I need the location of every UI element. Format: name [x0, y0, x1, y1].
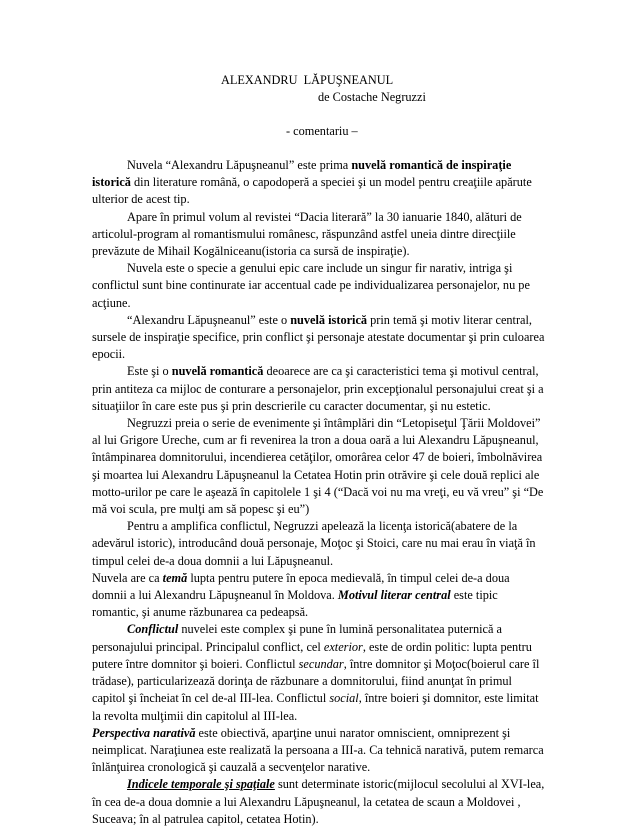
paragraph-romantic-novella: [92, 363, 547, 415]
text-run: este tipic romantic, şi anume răzbunarea ca pedeapsă.: [92, 588, 498, 620]
document-author: de Costache Negruzzi: [318, 90, 426, 104]
document-title: ALEXANDRU LĂPUŞNEANUL: [221, 73, 394, 87]
document-subtitle-commentary: - comentariu –: [286, 124, 358, 138]
text-run: Este şi o: [127, 364, 172, 379]
text-run: Nuvela “Alexandru Lăpuşneanul” este prima: [127, 158, 352, 172]
paragraph-theme: [92, 570, 547, 622]
paragraph-time-space: [92, 776, 547, 828]
paragraph-intro: [92, 157, 547, 209]
bold-italic-term: Perspectiva narativă: [92, 725, 196, 740]
paragraph-sources: [92, 415, 547, 518]
text-run: prin temă şi motiv literar central, sursele de inspiraţie specifice, prin conflict şi personaje atestate documentar şi prin culoarea epocii.: [92, 312, 545, 362]
text-run: “Alexandru Lăpuşneanul” este o: [127, 312, 291, 327]
text-run: din literature română, o capodoperă a speciei şi un model pentru creaţiile apărute ulterior de acest tip.: [92, 175, 532, 207]
text-run: , între boieri şi domnitor, este limitat la revolta mulţimii din capitolul al III-lea.: [92, 691, 539, 723]
bold-italic-term: temă: [162, 570, 188, 585]
text-run: , este de ordin politic: lupta pentru putere între domnitor şi boieri. Conflictul: [92, 639, 532, 671]
paragraph-narrative-perspective: [92, 725, 547, 777]
paragraph-historical-license: [92, 518, 547, 570]
text-run: este obiectivă, aparţine unui narator omniscient, omniprezent şi neimplicat. Naraţiunea este realizată la persoana a III-a. Ca tehnică narativă, putem remarca înlănţuirea cronologică şi cauzală a secvenţelor narative.: [92, 725, 544, 775]
paragraph-historical-novella: [92, 312, 547, 364]
bold-term: nuvelă romantică: [171, 364, 264, 379]
bold-term: nuvelă istorică: [290, 312, 368, 327]
text-run: Nuvela este o specie a genului epic care include un singur fir narativ, intriga şi conflictul sunt bine continurate iar accentual cade pe individualizarea personajelor, nu pe acţiune.: [92, 261, 530, 310]
italic-term: exterior: [323, 639, 363, 654]
text-run: nuvelei este complex şi pune în lumină personalitatea puternică a personajului principal. Principalul conflict, cel: [92, 622, 502, 654]
text-run: Negruzzi preia o serie de evenimente şi întâmplări din “Letopiseţul Ţării Moldovei” al lui Grigore Ureche, cum ar fi revenirea la tron a doua oară a lui Alexandru Lăpuşneanul, întâmpinarea domnitorului, incendierea cetăţilor, omorârea celor 47 de boieri, îmbolnăvirea şi moartea lui Alexandru Lăpuşneanul la Cetatea Hotin prin otrăvire şi cele două replici ale motto-urilor pe care le aşează în capitolele 1 şi 4 (“Dacă voi nu ma vreţi, eu vă vreu” şi “De mă voi scula, pre mulţi am să popesc şi eu”): [92, 416, 544, 517]
text-run: lupta pentru putere în epoca medievală, în timpul celei de-a doua domnii a lui Alexandru Lăpuşneanul în Moldova.: [92, 570, 510, 603]
bold-italic-term: Conflictul: [127, 622, 179, 637]
text-run: Nuvela are ca: [92, 570, 163, 585]
bold-term: nuvelă romantică de inspiraţie istorică: [92, 158, 512, 190]
paragraph-conflict: [92, 621, 547, 724]
text-run: , între domnitor şi Moţoc(boierul care îl trădase), particularizează dorinţa de răzbunare a domnitorului, fiind anunţat în primul capitol şi încheiat în cel de-al III-lea. Conflictul: [92, 656, 540, 706]
text-run: Pentru a amplifica conflictul, Negruzzi apelează la licenţa istorică(abatere de la adevărul istoric), introducând două personaje, Moţoc şi Stoici, care nu mai erau în viaţă în timpul celei de-a doua domnii a lui Lăpuşneanul.: [92, 519, 536, 568]
italic-term: secundar: [298, 656, 344, 671]
text-run: Apare în primul volum al revistei “Dacia literară” la 30 ianuarie 1840, alături de articolul-program al romantismului românesc, răspunzând astfel uneia dintre direcţiile prevăzute de Mihail Kogălniceanu(istoria ca sursă de inspiraţie).: [92, 209, 522, 259]
italic-term: social: [329, 691, 359, 706]
document-body: [92, 157, 547, 828]
bold-italic-underlined-term: Indicele temporale şi spaţiale: [127, 777, 275, 792]
paragraph-publication: [92, 209, 547, 261]
text-run: deoarece are ca şi caracteristici tema şi motivul central, prin antiteza ca mijloc de conturare a personajelor, prin excepţionalul personajului creat şi a situaţiilor în care este pus şi prin descrierile cu caracter documentar, şi nu estetic.: [92, 364, 544, 413]
bold-italic-term: Motivul literar central: [337, 588, 451, 603]
paragraph-species: [92, 260, 547, 312]
text-run: sunt determinate istoric(mijlocul secolului al XVI-lea, în cea de-a doua domnie a lui Alexandru Lăpuşneanul, la cetatea de scaun a Moldovei , Suceava; în al patrulea capitol, cetatea Hotin).: [92, 777, 545, 826]
